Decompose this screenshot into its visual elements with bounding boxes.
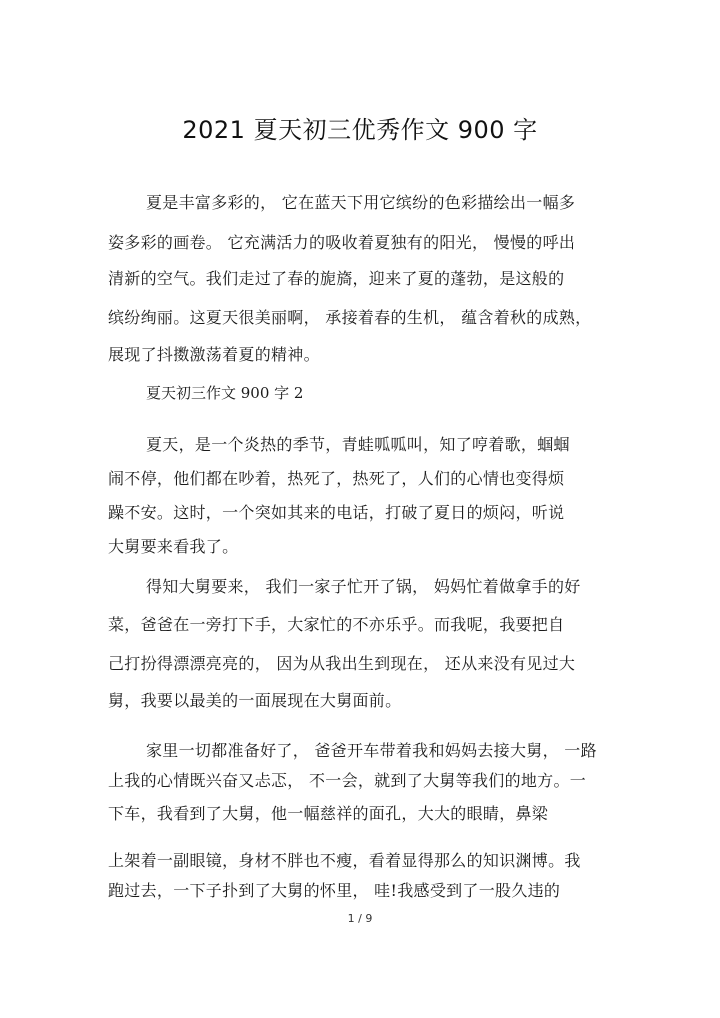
paragraph-4-line-4: 上架着一副眼镜，身材不胖也不瘦，看着显得那么的知识渊博。我 bbox=[108, 851, 581, 870]
page-number: 1 / 9 bbox=[347, 912, 373, 925]
paragraph-4-line-3: 下车，我看到了大舅，他一幅慈祥的面孔，大大的眼睛，鼻梁 bbox=[108, 804, 549, 823]
paragraph-2-line-1: 夏天，是一个炎热的季节，青蛙呱呱叫，知了哼着歌，蝈蝈 bbox=[146, 435, 570, 454]
paragraph-4-line-2: 上我的心情既兴奋又忐忑， 不一会，就到了大舅等我们的地方。一 bbox=[108, 771, 587, 790]
paragraph-3-line-4: 舅，我要以最美的一面展现在大舅面前。 bbox=[108, 691, 402, 710]
paragraph-2-line-4: 大舅要来看我了。 bbox=[108, 537, 239, 556]
paragraph-3-line-3: 己打扮得漂漂亮亮的， 因为从我出生到现在， 还从来没有见过大 bbox=[108, 654, 576, 673]
paragraph-4-line-5: 跑过去，一下子扑到了大舅的怀里， 哇!我感受到了一股久违的 bbox=[108, 881, 561, 900]
paragraph-1-line-2: 姿多彩的画卷。 它充满活力的吸收着夏独有的阳光， 慢慢的呼出 bbox=[108, 233, 576, 252]
paragraph-2-line-2: 闹不停，他们都在吵着，热死了，热死了，人们的心情也变得烦 bbox=[108, 469, 565, 488]
paragraph-1-line-4: 缤纷绚丽。这夏天很美丽啊， 承接着春的生机， 蕴含着秋的成熟， bbox=[108, 308, 592, 327]
paragraph-1-line-1: 夏是丰富多彩的， 它在蓝天下用它缤纷的色彩描绘出一幅多 bbox=[146, 193, 576, 212]
section-subheading: 夏天初三作文 900 字 2 bbox=[146, 384, 304, 402]
paragraph-3-line-1: 得知大舅要来， 我们一家子忙开了锅， 妈妈忙着做拿手的好 bbox=[146, 577, 581, 596]
document-title: 2021 夏天初三优秀作文 900 字 bbox=[182, 116, 538, 144]
paragraph-1-line-5: 展现了抖擞激荡着夏的精神。 bbox=[108, 345, 320, 364]
paragraph-1-line-3: 清新的空气。我们走过了春的旎旖，迎来了夏的蓬勃，是这般的 bbox=[108, 269, 565, 288]
paragraph-2-line-3: 躁不安。这时，一个突如其来的电话，打破了夏日的烦闷，听说 bbox=[108, 503, 565, 522]
paragraph-3-line-2: 菜，爸爸在一旁打下手，大家忙的不亦乐乎。而我呢，我要把自 bbox=[108, 615, 565, 634]
paragraph-4-line-1: 家里一切都准备好了， 爸爸开车带着我和妈妈去接大舅， 一路 bbox=[146, 741, 597, 760]
